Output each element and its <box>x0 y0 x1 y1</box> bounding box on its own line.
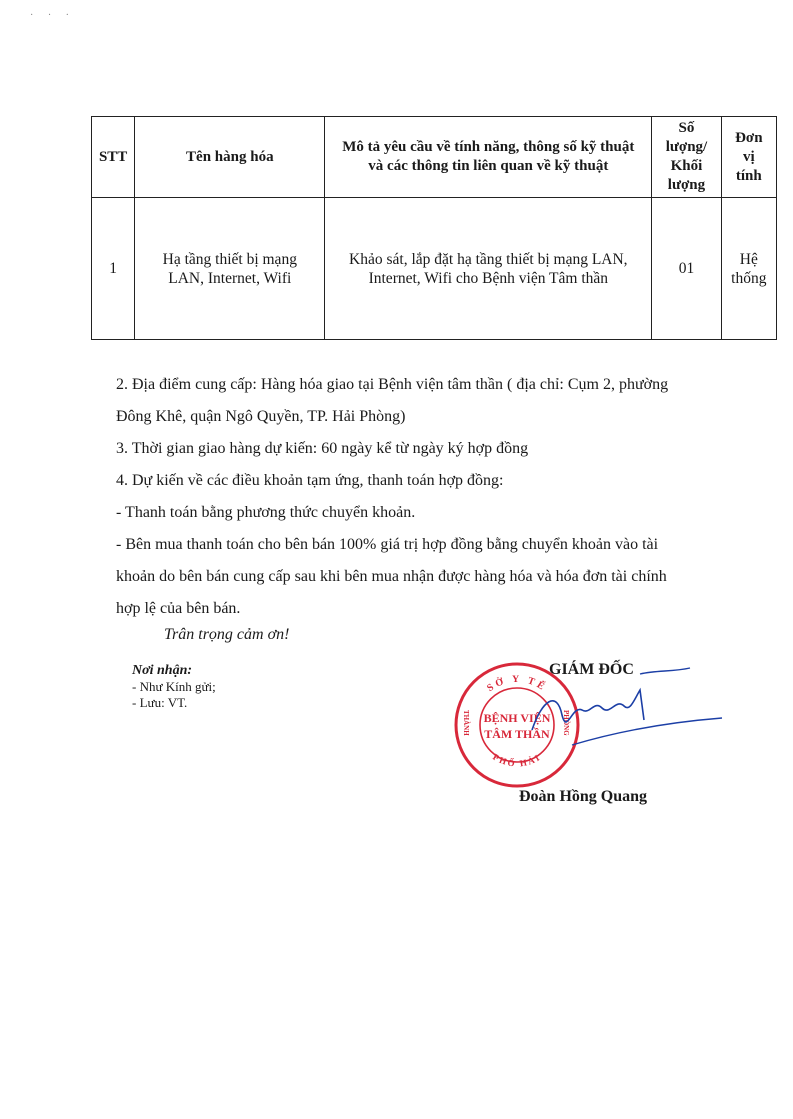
cell-unit <box>721 198 776 340</box>
cell-desc-line: Internet, Wifi cho Bệnh viện Tâm thần <box>368 269 609 287</box>
closing-thanks: Trân trọng cảm ơn! <box>164 626 290 643</box>
header-qty-line: lượng <box>667 177 706 193</box>
table-row <box>92 198 777 340</box>
payment-detail-line: - Bên mua thanh toán cho bên bán 100% giá trị hợp đồng bằng chuyển khoản vào tài <box>116 536 659 553</box>
goods-table <box>91 116 777 340</box>
cell-desc-line: Khảo sát, lắp đặt hạ tầng thiết bị mạng LAN, <box>349 250 628 268</box>
payment-detail-line: khoản do bên bán cung cấp sau khi bên mua nhận được hàng hóa và hóa đơn tài chính <box>116 568 667 585</box>
delivery-location-line: Đông Khê, quận Ngô Quyền, TP. Hải Phòng) <box>116 408 406 425</box>
payment-terms-heading: 4. Dự kiến về các điều khoản tạm ứng, thanh toán hợp đồng: <box>116 472 504 489</box>
cell-stt: 1 <box>92 198 135 340</box>
header-qty-line: lượng/ <box>665 139 708 155</box>
header-unit-line: vị <box>742 148 755 165</box>
header-desc-line: và các thông tin liên quan về kỹ thuật <box>368 158 609 174</box>
recipients-block <box>132 663 216 711</box>
cell-unit-line: Hệ <box>739 250 758 268</box>
stamp-side-left: THÀNH <box>462 710 470 736</box>
delivery-location-line: 2. Địa điểm cung cấp: Hàng hóa giao tại Bệnh viện tâm thần ( địa chỉ: Cụm 2, phường <box>116 376 669 393</box>
header-stt: STT <box>92 117 135 198</box>
document-body <box>116 369 776 625</box>
recipient-item: - Như Kính gửi; <box>132 679 216 694</box>
scan-specks: · · · <box>30 10 75 21</box>
recipient-item: - Lưu: VT. <box>132 695 188 710</box>
header-quantity <box>652 117 721 198</box>
recipients-label: Nơi nhận: <box>132 663 193 678</box>
cell-name-line: LAN, Internet, Wifi <box>168 269 292 287</box>
header-name: Tên hàng hóa <box>135 117 325 198</box>
header-description <box>325 117 652 198</box>
cell-description <box>325 198 652 340</box>
header-unit <box>721 117 776 198</box>
signer-name: Đoàn Hồng Quang <box>519 788 648 805</box>
header-qty-line: Khối <box>670 158 703 174</box>
stamp-side-right: PHÒNG <box>562 710 570 736</box>
table-header-row <box>92 117 777 198</box>
stamp-line-2: TÂM THẦN <box>484 727 550 741</box>
director-title: GIÁM ĐỐC <box>549 661 634 678</box>
stamp-line-1: BỆNH VIỆN <box>483 711 551 725</box>
stamp-top-text: SỞ Y TẾ <box>485 673 549 695</box>
cell-unit-line: thống <box>731 269 767 287</box>
stamp-bottom-text: PHỐ HẢI <box>491 751 543 769</box>
cell-name-line: Hạ tầng thiết bị mạng <box>162 250 297 268</box>
cell-name <box>135 198 325 340</box>
cell-quantity: 01 <box>652 198 721 340</box>
header-unit-line: Đơn <box>735 129 763 146</box>
delivery-time: 3. Thời gian giao hàng dự kiến: 60 ngày kể từ ngày ký hợp đồng <box>116 440 529 457</box>
handwritten-signature <box>512 660 732 760</box>
payment-method: - Thanh toán bằng phương thức chuyển khoản. <box>116 504 416 521</box>
header-desc-line: Mô tả yêu cầu về tính năng, thông số kỹ thuật <box>342 139 635 155</box>
header-unit-line: tính <box>735 167 762 184</box>
header-qty-line: Số <box>678 120 695 136</box>
payment-detail-line: hợp lệ của bên bán. <box>116 600 241 617</box>
